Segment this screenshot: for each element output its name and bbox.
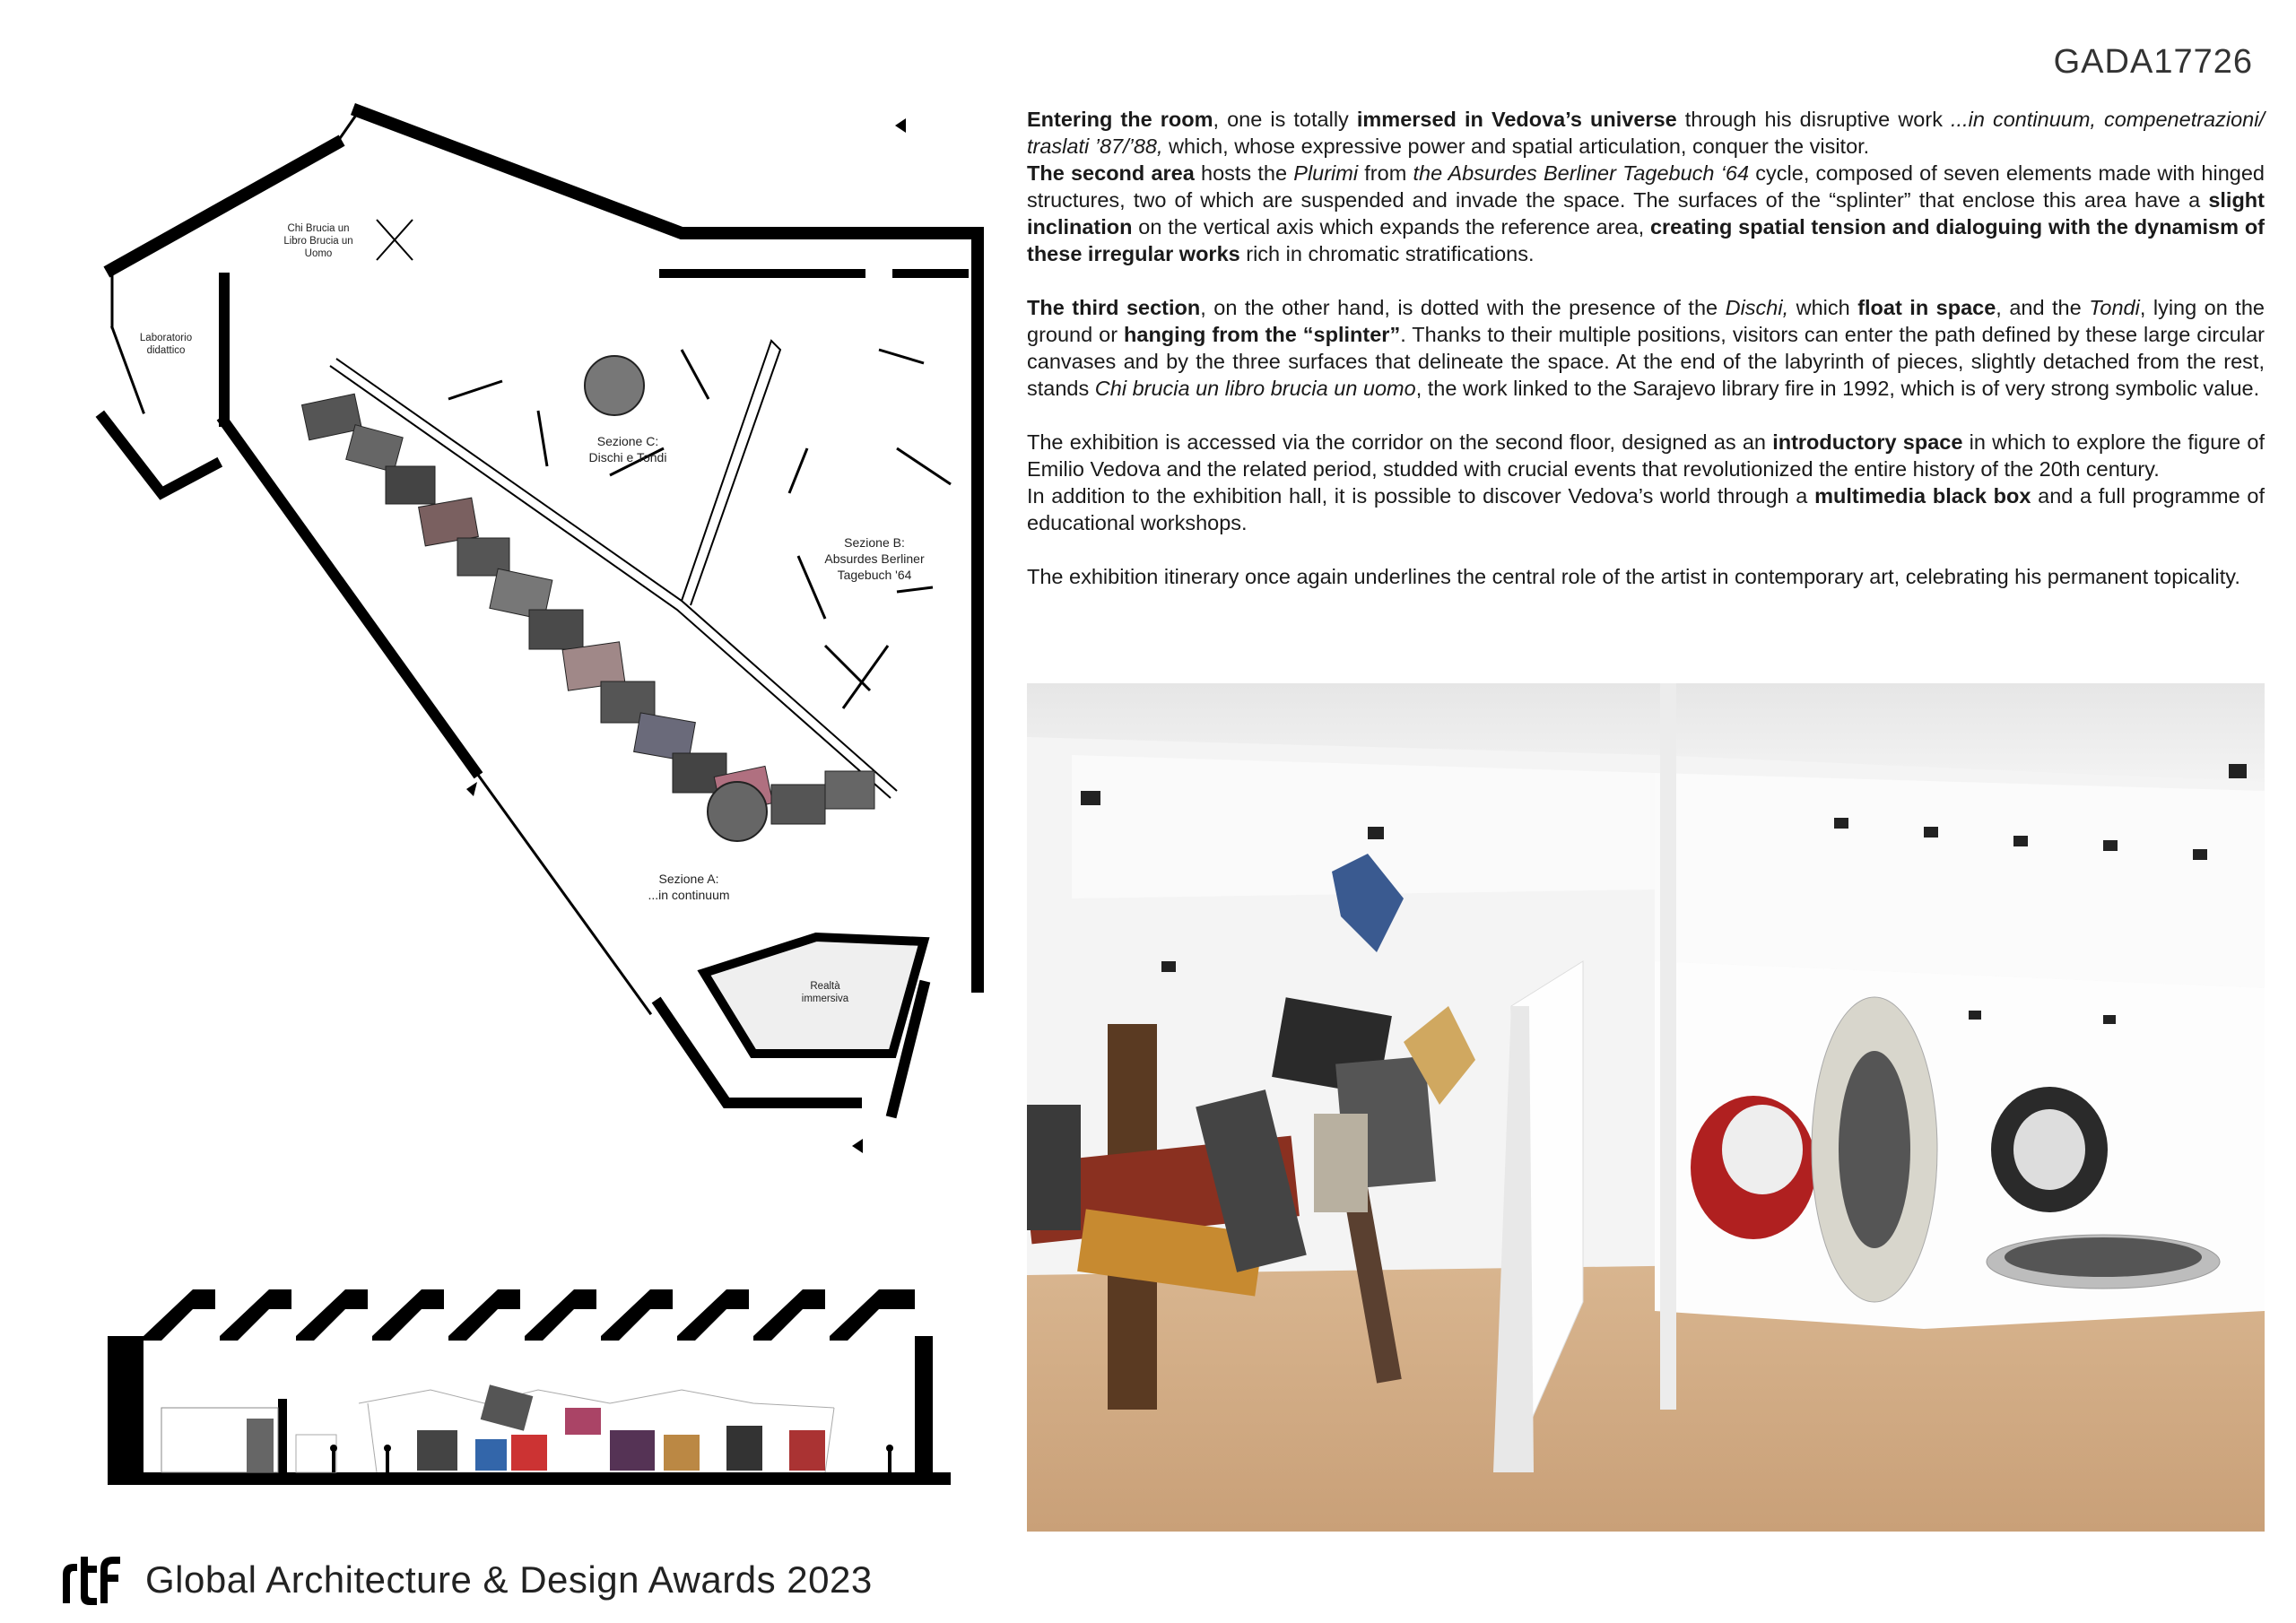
plan-label-sezione-a-1: Sezione A:	[658, 872, 719, 886]
plan-label-sezione-c-2: Dischi e Tondi	[588, 450, 667, 464]
plan-label-sezione-b-1: Sezione B:	[844, 535, 905, 550]
paragraph-6: The exhibition itinerary once again underlines the central role of the artist in contemporary art, celebrating his permanent topicality.	[1027, 565, 2240, 588]
project-code: GADA17726	[2053, 43, 2253, 81]
exhibition-photo	[1027, 683, 2265, 1532]
plan-label-chi-brucia-2: Libro Brucia un	[283, 236, 353, 247]
paragraph-5: In addition to the exhibition hall, it is possible to discover Vedova’s world through a multimedia black box and a full programme of educational workshops.	[1027, 484, 2266, 534]
paragraph-2: The second area hosts the Plurimi from the Absurdes Berliner Tagebuch ‘64 cycle, composed of seven elements made with hinged structures, two of which are suspended and invade the space. The surfaces of the “splinter” that enclose this area have a slight inclination on the vertical axis which expands the reference area, creating spatial tension and dialoguing with the dynamism of these irregular works rich in chromatic stratifications.	[1027, 161, 2265, 265]
plan-label-sezione-c-1: Sezione C:	[596, 434, 659, 448]
body-text	[1027, 106, 2265, 617]
plan-label-chi-brucia-3: Uomo	[304, 248, 333, 259]
plan-label-chi-brucia-1: Chi Brucia un	[287, 223, 350, 234]
plan-label-sezione-b-3: Tagebuch '64	[837, 568, 912, 582]
plan-label-laboratorio-2: didattico	[146, 345, 186, 356]
footer	[57, 1544, 873, 1616]
plan-label-sezione-b-2: Absurdes Berliner	[824, 551, 925, 566]
plan-label-realta-1: Realtà	[810, 981, 840, 992]
paragraph-1: Entering the room, one is totally immersed in Vedova’s universe through his disruptive work ...in continuum, compenetrazioni/ traslati ’87/’88, which, whose expressive power and spatial articulation, conquer the visitor.	[1027, 108, 2265, 158]
plan-label-laboratorio-1: Laboratorio	[139, 333, 193, 343]
paragraph-3: The third section, on the other hand, is dotted with the presence of the Dischi, which float in space, and the Tondi, lying on the ground or hanging from the “splinter”. Thanks to their multiple positions, visitors can enter the path defined by these large circular canvases and by the three surfaces that delineate the space. At the end of the labyrinth of pieces, slightly detached from the rest, stands Chi brucia un libro brucia un uomo, the work linked to the Sarajevo library fire in 1992, which is of very strong symbolic value.	[1027, 296, 2265, 400]
plan-label-sezione-a-2: ...in continuum	[648, 888, 730, 902]
floor-plan-drawing	[90, 90, 1004, 1193]
section-drawing	[108, 1273, 951, 1488]
plan-label-realta-2: immersiva	[801, 994, 849, 1004]
rtf-logo-icon	[57, 1551, 129, 1609]
paragraph-4: The exhibition is accessed via the corridor on the second floor, designed as an introductory space in which to explore the figure of Emilio Vedova and the related period, studded with crucial events that revolutionized the entire history of the 20th century.	[1027, 430, 2265, 481]
award-title: Global Architecture & Design Awards 2023	[145, 1558, 873, 1601]
